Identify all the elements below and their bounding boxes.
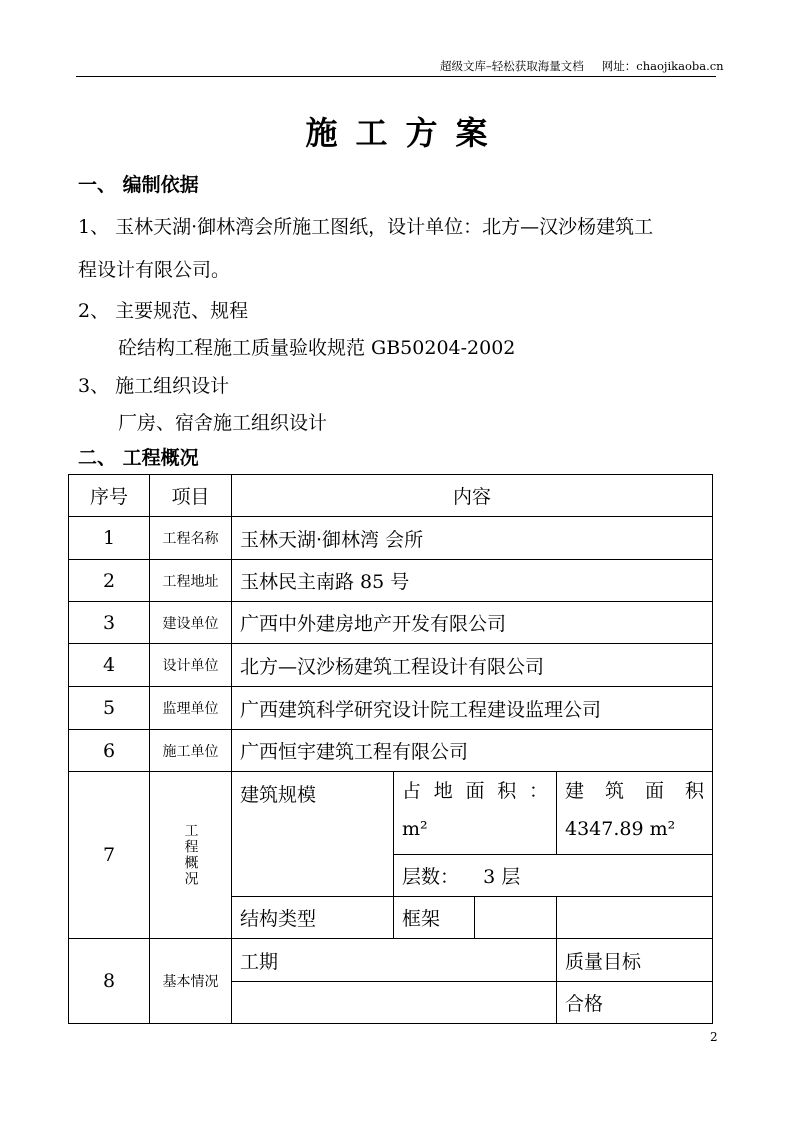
quality-target-label: 质量目标 — [557, 939, 713, 982]
row-no: 4 — [69, 644, 150, 687]
item-2-sub: 砼结构工程施工质量验收规范 GB50204-2002 — [118, 337, 516, 359]
row-item: 基本情况 — [150, 939, 232, 1024]
table-row-8 — [69, 939, 713, 982]
row-content: 北方—汉沙杨建筑工程设计有限公司 — [232, 644, 713, 687]
row-no: 5 — [69, 687, 150, 730]
duration-value — [232, 982, 557, 1024]
header-divider — [76, 76, 716, 77]
row-item: 工程地址 — [150, 560, 232, 602]
building-area-label: 建筑面积 — [565, 780, 704, 802]
row-item: 监理单位 — [150, 687, 232, 730]
table-row — [69, 730, 713, 772]
header-item: 项目 — [150, 475, 232, 517]
row-no: 6 — [69, 730, 150, 772]
row-content: 广西建筑科学研究设计院工程建设监理公司 — [232, 687, 713, 730]
table-row-7 — [69, 772, 713, 855]
row-no: 3 — [69, 602, 150, 644]
quality-target-value: 合格 — [557, 982, 713, 1024]
table-row — [69, 687, 713, 730]
item-1-text: 1、 玉林天湖·御林湾会所施工图纸，设计单位：北方—汉沙杨建筑工 — [78, 216, 654, 238]
duration-label: 工期 — [232, 939, 557, 982]
header-url: 网址：chaojikaoba.cn — [601, 59, 724, 73]
page-title: 施工方案 — [305, 114, 506, 152]
table-header-row — [69, 475, 713, 517]
section-heading-basis: 一、 编制依据 — [78, 174, 199, 196]
row-item: 设计单位 — [150, 644, 232, 687]
structure-type-label: 结构类型 — [232, 897, 394, 939]
page-number: 2 — [710, 1030, 718, 1044]
empty-cell — [557, 897, 713, 939]
row-content: 玉林天湖·御林湾 会所 — [232, 517, 713, 560]
item-3-sub: 厂房、宿舍施工组织设计 — [118, 412, 328, 434]
row-no: 7 — [69, 772, 150, 939]
row-item: 施工单位 — [150, 730, 232, 772]
table-row — [69, 644, 713, 687]
row-content: 玉林民主南路 85 号 — [232, 560, 713, 602]
header-content: 内容 — [232, 475, 713, 517]
row-no: 8 — [69, 939, 150, 1024]
section-heading-overview: 二、 工程概况 — [78, 447, 199, 469]
row-item: 工程名称 — [150, 517, 232, 560]
item-1-text-cont: 程设计有限公司。 — [78, 259, 231, 281]
row-item: 工程概况 — [150, 772, 232, 939]
empty-cell — [475, 897, 557, 939]
project-overview-table — [68, 474, 713, 1024]
floors-value: 层数： 3 层 — [394, 855, 713, 897]
table-row — [69, 517, 713, 560]
page-header — [440, 58, 724, 74]
row-content: 广西中外建房地产开发有限公司 — [232, 602, 713, 644]
item-3-text: 3、 施工组织设计 — [78, 375, 230, 397]
item-2-text: 2、 主要规范、规程 — [78, 300, 249, 322]
row-no: 2 — [69, 560, 150, 602]
structure-type-value: 框架 — [394, 897, 475, 939]
row-item: 建设单位 — [150, 602, 232, 644]
land-area-label: 占地面积： — [402, 780, 548, 802]
table-row — [69, 602, 713, 644]
row-no: 1 — [69, 517, 150, 560]
building-area-value: 4347.89 m² — [565, 818, 676, 840]
land-area-unit: m² — [402, 818, 428, 840]
header-no: 序号 — [69, 475, 150, 517]
header-site-name: 超级文库–轻松获取海量文档 — [440, 59, 584, 73]
table-row — [69, 560, 713, 602]
row-content: 广西恒宇建筑工程有限公司 — [232, 730, 713, 772]
building-scale-label: 建筑规模 — [232, 772, 394, 897]
